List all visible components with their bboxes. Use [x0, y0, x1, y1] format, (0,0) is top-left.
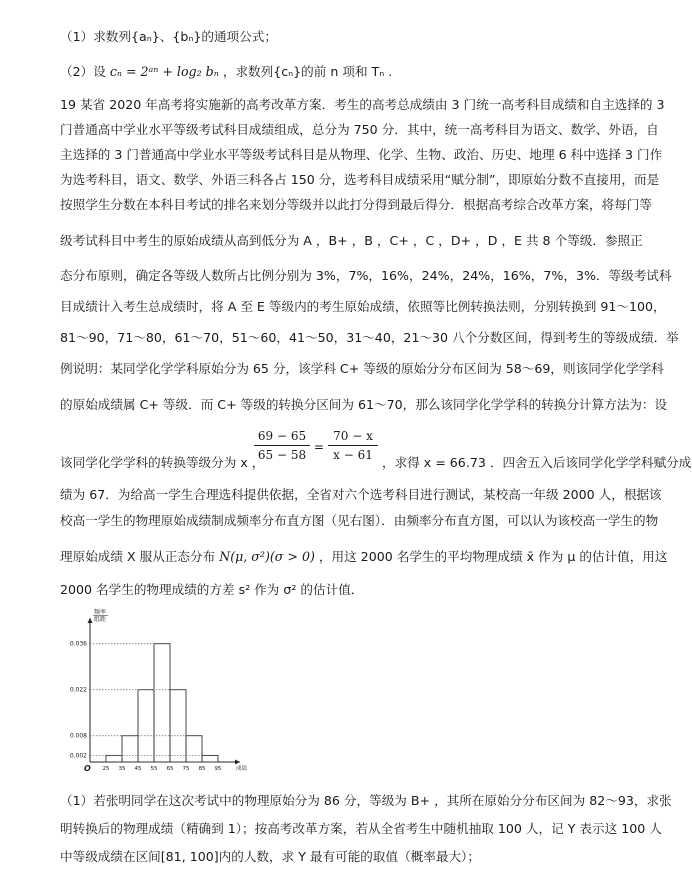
question-line: 中等级成绩在区间[81, 100]内的人数，求 Y 最有可能的取值（概率最大）；: [60, 849, 480, 864]
fraction-2-numerator: 70 − x: [333, 429, 373, 443]
paragraph-line: 按照学生分数在本科目考试的排名来划分等级并以此打分得到最后得分．根据高考综合改革方案，将每门等: [60, 197, 652, 212]
x-tick-label: 65: [166, 766, 174, 772]
x-tick-label: 75: [182, 766, 190, 772]
frequency-histogram: [64, 609, 248, 780]
paragraph-lead: 理原始成绩 X 服从正态分布: [60, 549, 216, 564]
fraction-1-denominator: 65 − 58: [254, 445, 310, 462]
fraction-2: [328, 429, 378, 462]
x-tick-label: 35: [118, 766, 126, 772]
histogram-bar: [106, 755, 122, 762]
histogram-bar: [202, 755, 218, 762]
y-axis-arrow: [88, 618, 93, 623]
x-axis-arrow: [235, 760, 240, 765]
subquestion-1: （1）求数列{aₙ}、{bₙ}的通项公式；: [60, 29, 277, 44]
paragraph-line: 校高一学生的物理原始成绩制成频率分布直方图（见右图）．由频率分布直方图，可以认为该校高一学生的物: [60, 513, 659, 528]
paragraph-line: 门普通高中学业水平等级考试科目成绩组成，总分为 750 分．其中，统一高考科目为语文、数学、外语，自: [60, 122, 659, 137]
subquestion-2: [60, 63, 392, 81]
y-tick-label: 0.002: [69, 752, 87, 760]
x-tick-label: 85: [198, 766, 206, 772]
histogram-bar: [138, 690, 154, 762]
paragraph-line: 的原始成绩属 C+ 等级．而 C+ 等级的转换分区间为 61～70，那么该同学化学学科的转换分计算方法为：设: [60, 397, 668, 412]
question-line: 明转换后的物理成绩（精确到 1）；按高考改革方案，若从全省考生中随机抽取 100 人，记 Y 表示这 100 人: [60, 821, 662, 836]
paragraph-line: 该同学化学学科的转换等级分为 x ，: [60, 455, 265, 470]
origin-label: O: [84, 764, 91, 773]
subquestion-2-lead: （2）设: [60, 64, 106, 79]
paragraph-line: 2000 名学生的物理成绩的方差 s² 作为 σ² 的估计值．: [60, 582, 364, 597]
x-tick-label: 55: [150, 766, 158, 772]
y-tick-label: 0.022: [69, 686, 87, 694]
equals-sign: =: [313, 440, 325, 454]
paragraph-line: 态分布原则，确定各等级人数所占比例分别为 3%，7%，16%，24%，24%，16%，7%，3%．等级考试科: [60, 268, 672, 283]
paragraph-line: ，求得 x = 66.73 ．四舍五入后该同学化学学科赋分成: [382, 455, 692, 470]
x-tick-label: 95: [214, 766, 222, 772]
fraction-1: [254, 429, 310, 462]
paragraph-line: 绩为 67．为给高一学生合理选科提供依据，全省对六个选考科目进行测试，某校高一年级 2000 人，根据该: [60, 487, 662, 502]
histogram-bar: [186, 736, 202, 762]
y-axis-label-bottom: 组距: [94, 616, 107, 623]
y-tick-label: 0.036: [69, 640, 87, 648]
histogram-bar: [170, 690, 186, 762]
histogram-bar: [122, 736, 138, 762]
subquestion-2-tail: ，求数列{cₙ}的前 n 项和 Tₙ .: [222, 64, 393, 79]
x-tick-label: 45: [134, 766, 142, 772]
paragraph-line: 主选择的 3 门普通高中学业水平等级考试科目是从物理、化学、生物、政治、历史、地理 6 科中选择 3 门作: [60, 147, 663, 162]
question-line: （1）若张明同学在这次考试中的物理原始分为 86 分，等级为 B+ ，其所在原始分分布区间为 82～93，求张: [60, 793, 672, 808]
paragraph-line: 级考试科目中考生的原始成绩从高到低分为 A ，B+ ，B ，C+ ，C ，D+ ，D ，E 共 8 个等级．参照正: [60, 233, 643, 248]
paragraph-line: 例说明：某同学化学学科原始分为 65 分，该学科 C+ 等级的原始分分布区间为 58～69，则该同学化学学科: [60, 361, 664, 376]
paragraph-line: 目成绩计入考生总成绩时，将 A 至 E 等级内的考生原始成绩，依照等比例转换法则，分别转换到 91～100，: [60, 299, 666, 314]
y-axis-label-top: 频率: [94, 609, 107, 616]
x-tick-label: 25: [102, 766, 110, 772]
paragraph-line: 81～90，71～80，61～70，51～60，41～50，31～40，21～30 八个分数区间，得到考生的等级成绩．举: [60, 330, 679, 345]
paragraph-line: 为选考科目，语文、数学、外语三科各占 150 分，选考科目成绩采用“赋分制”，即原始分数不直接用，而是: [60, 172, 660, 187]
fraction-2-denominator: x − 61: [328, 445, 378, 462]
paragraph-line: [60, 548, 668, 566]
y-tick-label: 0.008: [69, 732, 87, 740]
paragraph-line: 19 某省 2020 年高考将实施新的高考改革方案．考生的高考总成绩由 3 门统一高考科目成绩和自主选择的 3: [60, 97, 665, 112]
histogram-bar: [154, 644, 170, 762]
x-axis-label: 成绩: [236, 766, 248, 772]
formula-normal: N(μ, σ²)(σ > 0): [219, 549, 315, 564]
paragraph-tail: ，用这 2000 名学生的平均物理成绩 x̄ 作为 μ 的估计值，用这: [318, 549, 668, 564]
formula-cn: cₙ = 2ᵃⁿ + log₂ bₙ: [109, 64, 219, 79]
fraction-1-numerator: 69 − 65: [257, 429, 307, 443]
